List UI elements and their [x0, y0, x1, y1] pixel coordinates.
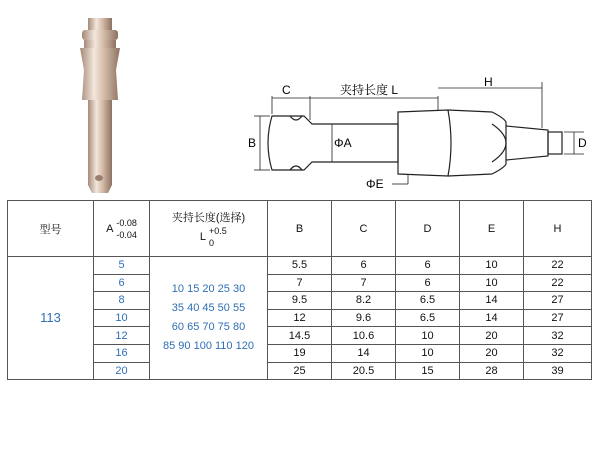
l-tol-lower: 0 — [208, 237, 214, 248]
cell-d: 6 — [396, 274, 460, 292]
cell-b: 5.5 — [268, 257, 332, 275]
cell-h: 22 — [524, 274, 592, 292]
header-l-label: L — [199, 230, 206, 243]
cell-a: 6 — [94, 274, 150, 292]
cell-d: 10 — [396, 327, 460, 345]
cell-e: 14 — [460, 292, 524, 310]
cell-c: 6 — [332, 257, 396, 275]
header-d: D — [396, 201, 460, 257]
cell-c: 8.2 — [332, 292, 396, 310]
cell-h: 22 — [524, 257, 592, 275]
technical-drawing — [248, 74, 600, 204]
dim-d-label: D — [578, 136, 587, 150]
cell-d: 10 — [396, 344, 460, 362]
table-row — [8, 327, 592, 345]
spec-table — [7, 200, 592, 380]
header-b: B — [268, 201, 332, 257]
cell-c: 10.6 — [332, 327, 396, 345]
header-l-tolerance — [209, 225, 227, 249]
cell-c: 7 — [332, 274, 396, 292]
cell-b: 9.5 — [268, 292, 332, 310]
header-a-tolerance — [116, 217, 137, 241]
cell-c: 14 — [332, 344, 396, 362]
model-cell: 113 — [8, 257, 94, 380]
header-model: 型号 — [8, 201, 94, 257]
header-a — [94, 201, 150, 257]
product-photo — [0, 0, 190, 200]
cell-e: 20 — [460, 327, 524, 345]
cell-a: 12 — [94, 327, 150, 345]
cell-c: 20.5 — [332, 362, 396, 380]
header-h: H — [524, 201, 592, 257]
table-row — [8, 274, 592, 292]
cell-e: 10 — [460, 274, 524, 292]
cell-d: 6.5 — [396, 309, 460, 327]
cell-c: 9.6 — [332, 309, 396, 327]
a-tol-upper: -0.08 — [116, 217, 137, 228]
header-l-title: 夹持长度(选择) — [171, 211, 246, 224]
header-a-label: A — [106, 222, 114, 235]
dim-h-label: H — [484, 75, 493, 89]
header-row — [8, 201, 592, 257]
table-row — [8, 344, 592, 362]
cell-e: 20 — [460, 344, 524, 362]
cell-e: 10 — [460, 257, 524, 275]
dim-b-label: B — [248, 136, 257, 150]
dim-c-label: C — [282, 83, 291, 97]
dim-a-label: ΦA — [334, 136, 352, 150]
dim-l-label: 夹持长度 L — [340, 83, 399, 97]
cell-b: 14.5 — [268, 327, 332, 345]
header-l — [150, 201, 268, 257]
a-tol-lower: -0.04 — [116, 229, 137, 240]
cell-h: 27 — [524, 292, 592, 310]
cell-b: 25 — [268, 362, 332, 380]
cell-d: 15 — [396, 362, 460, 380]
header-c: C — [332, 201, 396, 257]
cell-h: 32 — [524, 344, 592, 362]
cell-b: 7 — [268, 274, 332, 292]
cell-a: 8 — [94, 292, 150, 310]
l-tol-upper: +0.5 — [208, 225, 227, 236]
cell-h: 32 — [524, 327, 592, 345]
cell-a: 5 — [94, 257, 150, 275]
header-e: E — [460, 201, 524, 257]
length-option-line: 10 15 20 25 30 — [171, 283, 246, 296]
cell-h: 39 — [524, 362, 592, 380]
table-row — [8, 292, 592, 310]
cell-e: 14 — [460, 309, 524, 327]
cell-a: 20 — [94, 362, 150, 380]
cell-b: 19 — [268, 344, 332, 362]
cell-h: 27 — [524, 309, 592, 327]
length-option-line: 35 40 45 50 55 — [171, 302, 246, 315]
cell-e: 28 — [460, 362, 524, 380]
length-option-line: 85 90 100 110 120 — [163, 340, 254, 353]
table-row — [8, 362, 592, 380]
cell-d: 6.5 — [396, 292, 460, 310]
length-option-line: 60 65 70 75 80 — [171, 321, 246, 334]
dim-e-label: ΦE — [366, 177, 384, 191]
table-row — [8, 257, 592, 275]
cell-a: 16 — [94, 344, 150, 362]
cell-d: 6 — [396, 257, 460, 275]
cell-b: 12 — [268, 309, 332, 327]
table-row — [8, 309, 592, 327]
length-options — [150, 257, 268, 380]
cell-a: 10 — [94, 309, 150, 327]
